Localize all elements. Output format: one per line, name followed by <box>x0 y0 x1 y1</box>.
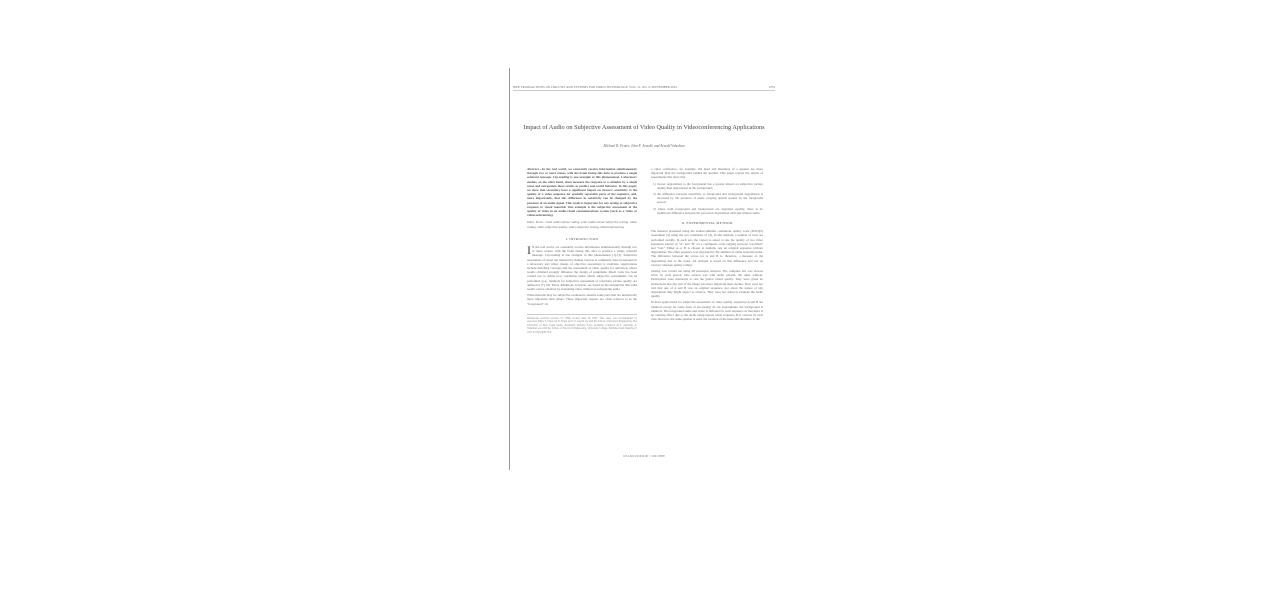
page-number: 1079 <box>768 85 775 89</box>
right-paragraph-1: a video conference, for example, the head and shoulders of a speaker are more important than the background behind the speaker. This paper reports the results of experiments that show that <box>651 167 763 180</box>
index-terms: Index Terms—Joint audio-visual coding, joint audio-visual subjective testing, video coding, video subjective quality, video subjective testing, videoconferencing. <box>527 220 637 229</box>
method-paragraph-1: The material presented using the double-stimulus continuous quality scale (DSCQS) assessment [4] using the test conditions of [4]. In this method, a number of tests are performed serially. In each test, the viewer is asked to rate the quality of two video sequences known as "A" and "B" on a continuous scale ranging between "excellent" and "bad." Either A or B is chosen at random, one an original sequence without degradation. The other sequence was degraded by the addition of white Gaussian noise. The difference between the scores for A and B is, therefore, a measure of the degradation due to the noise. All analysis is based on this difference and not on viewers' absolute quality ratings. <box>651 229 763 267</box>
abstract: Abstract—In the real world, we constantly receive information simultaneously through two or more senses, with the brain fusing this data to produce a single coherent message. Lip-reading is one example of this phenomenon. Laboratory studies, on the other hand, often measure the response to a stimulus by a single sense and extrapolate these results to predict real-world behavior. In this paper, we show that secondary have a significant impact on viewers' sensitivity to the quality of a video sequence for spatially separable parts of the sequence, and, more importantly, that this difference in sensitivity can be changed by the presence of an audio signal. This result is important for any testing of subjective response to visual material. One example is the subjective assessment of the quality of video in an audio-visual communications system (such as a video or videoconferencing). <box>527 167 637 218</box>
method-paragraph-3: In most applications for subjective assessment of video quality, sequences A and B are identical except for some form of processing. In our experiments, the background is identical. The foreground audio and video is different for each sequence so that there is no viewing effect due to the audio being known when sequence B is viewed. In each case, however, the same speaker is used, the location of the head and shoulders in the <box>651 300 763 322</box>
section-heading-introduction: I. INTRODUCTION <box>565 236 599 241</box>
page-left-edge <box>509 68 510 470</box>
paper-page <box>513 77 775 467</box>
section-heading-method: II. EXPERIMENTAL METHOD <box>681 221 733 226</box>
drop-cap: I <box>527 243 531 258</box>
finding-item-2: 2) the difference between sensitivity to foreground and background degradation is increased by the presence of audio carrying speech spoken by the foreground person; <box>653 192 763 205</box>
intro-paragraph-1 <box>527 245 637 291</box>
intro-paragraph-2: When material may for subjective evaluation contains some parts that are intrinsically more important than others. These important regions are often referred to as the "foreground". In <box>527 293 637 306</box>
finding-item-1: 1) viewer degradation to the foreground has a greater impact on subjective picture quality than degradation in the background; <box>653 181 763 190</box>
finding-item-3: 3) where both foreground and background are degraded equally, there is no significant difference between the perceived degradation with and without audio. <box>653 206 763 215</box>
running-header <box>513 85 775 91</box>
footnote: Manuscript received October 31, 1999; revised June 30, 2001. This paper was recommended by Associate Editor T. Chen. M. R. Frater and J. F. Arnold are with the School of Electrical Engineering, The University of New South Wales, Australian Defence Force Academy, Canberra ACT, Australia. A. Vahedian was with the School of Electrical Engineering, University College. Publisher Item Identifier S 1051-8215(01)08173-4. <box>527 314 637 334</box>
intro-paragraph-1-text: N the real world, we constantly receive information simultaneously through two or more senses, with the brain fusing this data to produce a single coherent message. Lip-reading is one example of this phenomenon [1]–[3]. Subjective assessment of visual test material by human viewers is commonly done in isolation in a laboratory and where means of objective assessment is available. Applications include matching concepts and the assessment of video quality for television, where results obtained strongly influence the design of equipment. Much work has been carried out to define how conditions under which subjective assessments can be performed (e.g., methods for subjective assessment of television picture quality are defined in [7], [8]. These definitions, however, are based on the assumption that valid results can be obtained by evaluating video without accompanying audio. <box>527 245 637 292</box>
copyright-footer: 1051-8215/01$10.00 © 2001 IEEE <box>622 454 666 458</box>
left-column <box>527 167 637 334</box>
method-paragraph-2: Testing was carried out using 48 nonexpert subjects. The complete test was viewed twice by each person. One session was with audio present, the other without. Participants were instructed to rate the global visual quality. They were given no instructions that any part of the image was more important than another. They were not told that one of A and B was an original sequence, nor about the nature of any degradation they might expect to observe. They were not asked to evaluate the audio quality. <box>651 269 763 299</box>
paper-title: Impact of Audio on Subjective Assessment of Video Quality in Videoconferencing Applications <box>523 124 765 131</box>
journal-header: IEEE TRANSACTIONS ON CIRCUITS AND SYSTEMS FOR VIDEO TECHNOLOGY, VOL. 11, NO. 9, SEPTEMBER 2001 <box>513 85 678 89</box>
paper-authors: Michael R. Frater, John F. Arnold, and Arnold Vahedian <box>603 144 685 148</box>
right-column <box>651 167 763 324</box>
